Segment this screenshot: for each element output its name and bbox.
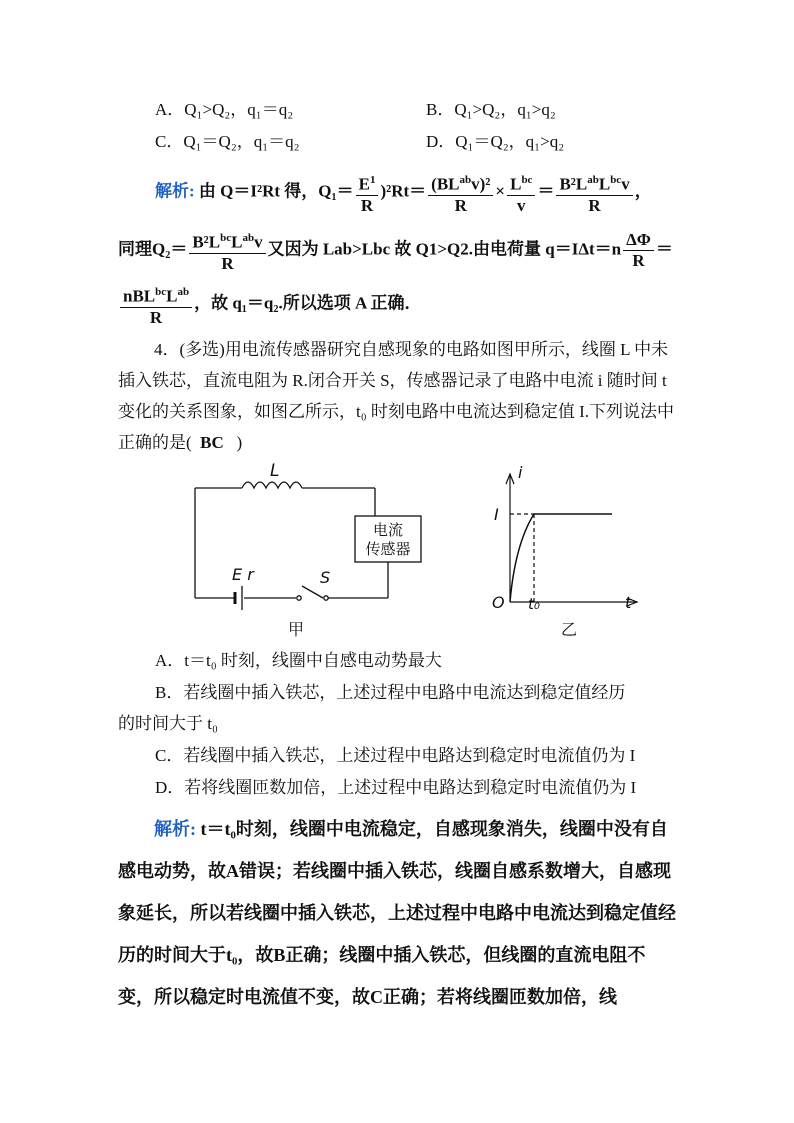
battery-label: E r (232, 565, 254, 584)
option-3a: A．Q₁>Q₂，q₁＝q₂ (155, 100, 294, 119)
fraction-l-over-v: $\frac{L^{bc}}{v}$ (507, 170, 535, 216)
t0-label: t₀ (528, 595, 540, 613)
option-3c: C．Q₁＝Q₂，q₁＝q₂ (155, 132, 300, 151)
fraction-nblbclab-over-r: $\frac{nBL^{bc}L^{ab}}{R}$ (120, 282, 192, 328)
option-3b: B．Q₁>Q₂，q₁>q₂ (426, 100, 556, 119)
circuit-and-graph-figure (180, 456, 660, 646)
analysis-4-tag: 解析: (154, 819, 196, 839)
question-4-close: ) (236, 433, 243, 452)
fraction-e-over-r: $\frac{E^1}{R}$ (356, 170, 379, 216)
sensor-label-2: 传感器 (365, 540, 411, 558)
fraction-result-q1: $\frac{B^2L^{ab}L^{bc}v}{R}$ (556, 170, 632, 216)
analysis-3-line1: 解析: 由 Q＝I²Rt 得，Q₁＝ $\frac{E^1}{R}$ )²Rt＝ $\frac{(BL^{ab}v)^2}{R}$ × $\frac{L^{bc}}{v}$ ＝ $\frac{B^2L^{ab}L^{bc}v}{R}$ ， (155, 170, 652, 216)
fraction-dphi-over-r: $\frac{\Delta\Phi}{R}$ (623, 230, 654, 271)
switch-icon (324, 596, 328, 600)
axis-i-label: i (518, 463, 523, 482)
option-4b-line1: B．若线圈中插入铁芯，上述过程中电路中电流达到稳定值经历 (155, 683, 626, 702)
fraction-result-q2: $\frac{B^2L^{bc}L^{ab}v}{R}$ (189, 228, 265, 274)
option-4d: D．若将线圈匝数加倍，上述过程中电路达到稳定时电流值仍为 I (155, 778, 637, 797)
switch-label: S (320, 568, 331, 587)
axis-t-label: t (625, 593, 632, 612)
fraction-blv2-over-r: $\frac{(BL^{ab}v)^2}{R}$ (428, 170, 493, 216)
analysis-4-text: t＝t₀时刻，线圈中电流稳定，自感现象消失，线圈中没有自感电动势，故A错误；若线圈中插入铁芯，线圈自感系数增大，自感现象延长，所以若线圈中插入铁芯，上述过程中电路中电流达到稳定值经历的时间大于t₀，故B正确；线圈中插入铁芯，但线圈的直流电阻不变，所以稳定时电流值不变，故C正确；若将线圈匝数加倍，线 (118, 819, 676, 1007)
question-4-text: (多选)用电流传感器研究自感现象的电路如图甲所示，线圈 L 中未插入铁芯，直流电阻为 R.闭合开关 S，传感器记录了电路中电流 i 随时间 t 变化的关系图象，如图乙所示，t₀ 时刻电路中电流达到稳定值 I.下列说法中正确的是( (118, 340, 675, 452)
sensor-label-1: 电流 (372, 521, 404, 539)
analysis-tag: 解析: (155, 181, 195, 201)
option-4b-line2: 的时间大于 t₀ (118, 714, 218, 733)
analysis-3-mid: 又因为 Lab>Lbc 故 Q1>Q2.由电荷量 q＝IΔt＝n (267, 239, 622, 259)
option-4a: A．t＝t₀ 时刻，线圈中自感电动势最大 (155, 651, 442, 670)
rise-curve (510, 514, 534, 602)
option-4c: C．若线圈中插入铁芯，上述过程中电路达到稳定时电流值仍为 I (155, 746, 636, 765)
option-3d: D．Q₁＝Q₂，q₁>q₂ (426, 132, 565, 151)
analysis-4 (118, 808, 680, 1018)
caption-right: 乙 (560, 620, 578, 639)
current-time-graph (506, 474, 637, 606)
origin-label: O (492, 593, 505, 612)
caption-left: 甲 (287, 620, 305, 639)
analysis-3-line3 (118, 282, 422, 328)
analysis-3-same: 同理Q₂＝ (118, 239, 188, 259)
analysis-3-line2: 同理Q₂＝ $\frac{B^2L^{bc}L^{ab}v}{R}$ 又因为 Lab>Lbc 故 Q1>Q2.由电荷量 q＝IΔt＝n $\frac{\Delta\Phi}{R}$ ＝ (118, 228, 673, 274)
question-4-answer: BC (200, 433, 224, 452)
analysis-3-intro: 由 Q＝I²Rt 得，Q₁＝ (198, 181, 354, 201)
analysis-3-end: ，故 q₁＝q₂.所以选项 A 正确． (194, 293, 422, 313)
question-4-number: 4． (154, 340, 180, 359)
coil-label: L (270, 461, 280, 481)
level-i-label: I (494, 505, 499, 524)
question-4 (118, 334, 680, 458)
coil-icon (242, 482, 302, 488)
